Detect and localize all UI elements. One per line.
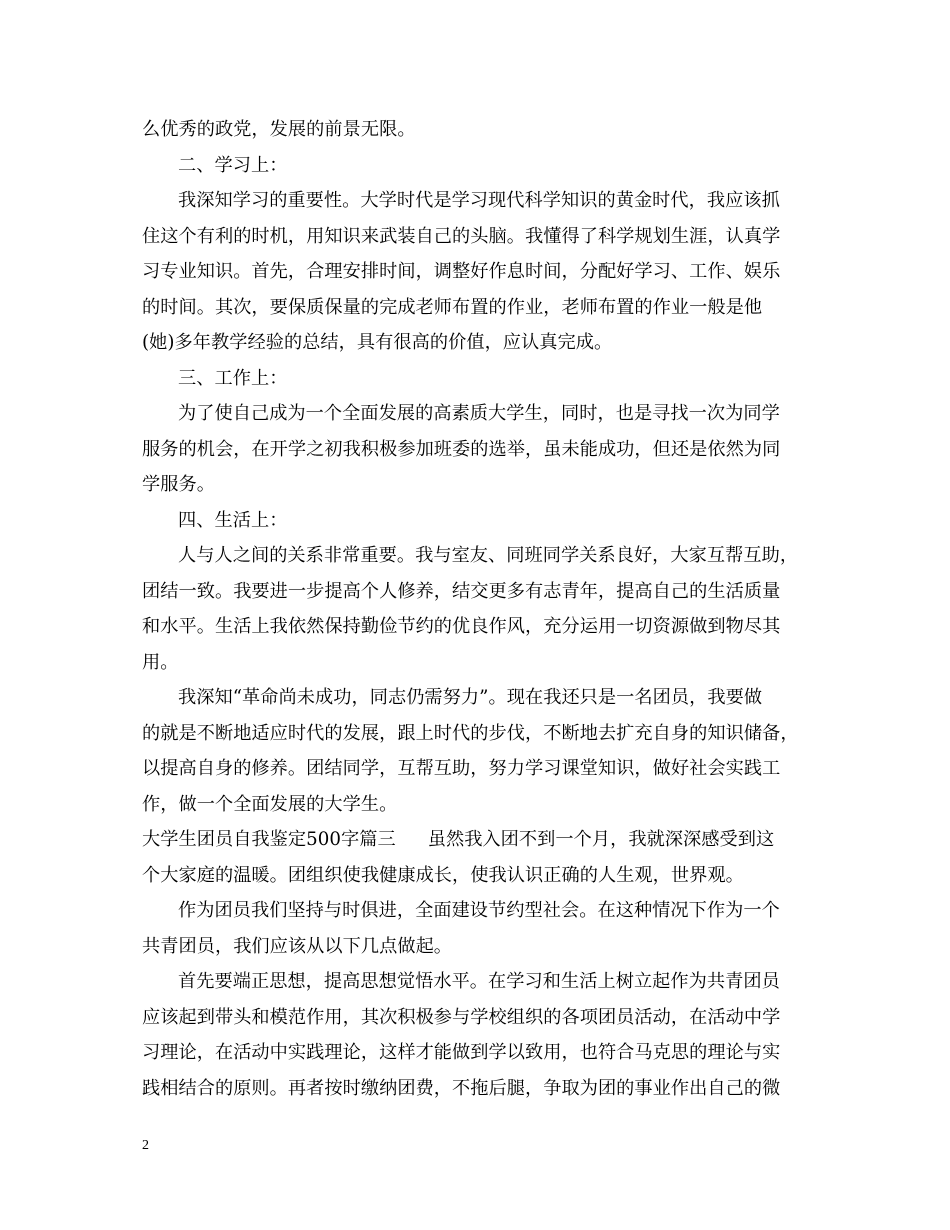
text-line: 人与人之间的关系非常重要。我与室友、同班同学关系良好，大家互帮互助，	[178, 545, 799, 566]
text-line: 共青团员，我们应该从以下几点做起。	[142, 935, 453, 957]
text-line: 团结一致。我要进一步提高个人修养，结交更多有志青年，提高自己的生活质量	[142, 580, 781, 602]
section-heading-continuation: 虽然我入团不到一个月，我就深深感受到这	[427, 829, 775, 850]
paragraph-block-1	[142, 112, 822, 822]
text-line: 我深知“革命尚未成功，同志仍需努力”。现在我还只是一名团员，我要做	[178, 687, 763, 708]
text-line: 习专业知识。首先，合理安排时间，调整好作息时间，分配好学习、工作、娱乐	[142, 261, 781, 282]
text-line: 用。	[142, 651, 179, 673]
text-line: 学服务。	[142, 474, 215, 495]
text-line: 作为团员我们坚持与时俱进，全面建设节约型社会。在这种情况下作为一个	[178, 900, 780, 921]
text-line: 住这个有利的时机，用知识来武装自己的头脑。我懂得了科学规划生涯，认真学	[142, 225, 781, 247]
section-heading: 大学生团员自我鉴定500字篇三	[142, 829, 396, 850]
document-body	[142, 112, 822, 1106]
text-line: 以提高自身的修养。团结同学，互帮互助，努力学习课堂知识，做好社会实践工	[142, 758, 781, 779]
text-line: 践相结合的原则。再者按时缴纳团费，不拖后腿，争取为团的事业作出自己的微	[142, 1077, 781, 1099]
text-line: 作，做一个全面发展的大学生。	[142, 793, 398, 815]
page-number: 2	[142, 1138, 149, 1153]
text-line: 四、生活上：	[178, 509, 288, 531]
text-line: 三、工作上：	[178, 367, 288, 389]
paragraph-block-2	[142, 858, 822, 1107]
text-line: 应该起到带头和模范作用，其次积极参与学校组织的各项团员活动，在活动中学	[142, 1006, 781, 1028]
text-line: 首先要端正思想，提高思想觉悟水平。在学习和生活上树立起作为共青团员	[178, 971, 780, 992]
text-line: 和水平。生活上我依然保持勤俭节约的优良作风，充分运用一切资源做到物尽其	[142, 616, 781, 637]
text-line: 为了使自己成为一个全面发展的高素质大学生，同时，也是寻找一次为同学	[178, 403, 780, 424]
text-line: 个大家庭的温暖。团组织使我健康成长，使我认识正确的人生观，世界观。	[142, 864, 744, 886]
text-line: 二、学习上：	[178, 154, 288, 176]
text-line: 服务的机会，在开学之初我积极参加班委的选举，虽未能成功，但还是依然为同	[142, 438, 781, 460]
text-line: 我深知学习的重要性。大学时代是学习现代科学知识的黄金时代，我应该抓	[178, 190, 780, 211]
text-line: 的就是不断地适应时代的发展，跟上时代的步伐，不断地去扩充自身的知识储备，	[142, 722, 799, 744]
text-line: 么优秀的政党，发展的前景无限。	[142, 119, 416, 140]
text-line: 习理论，在活动中实践理论，这样才能做到学以致用，也符合马克思的理论与实	[142, 1042, 781, 1063]
section-heading-line	[142, 822, 822, 858]
text-line: 的时间。其次，要保质保量的完成老师布置的作业，老师布置的作业一般是他	[142, 296, 763, 318]
text-line: (她)多年教学经验的总结，具有很高的价值，应认真完成。	[142, 332, 613, 353]
